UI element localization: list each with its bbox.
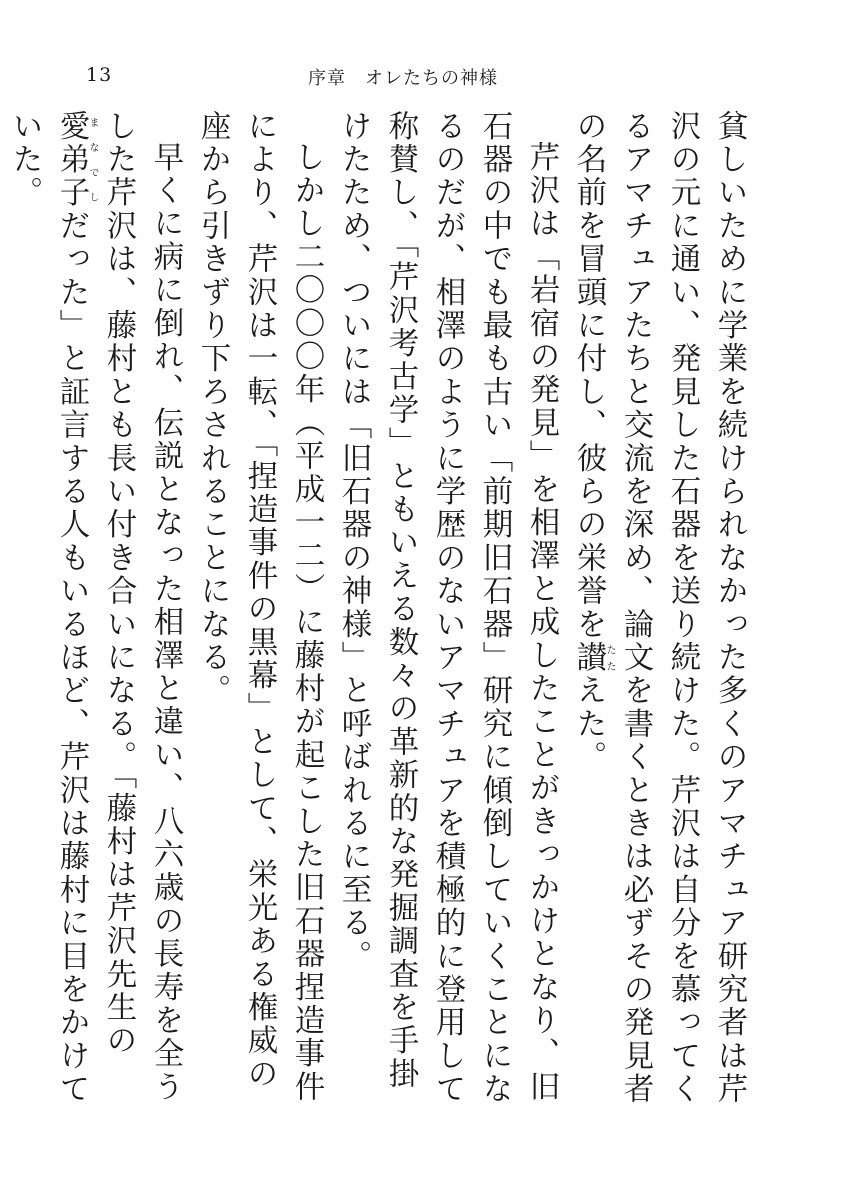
paragraph-4-text: 早くに病に倒れ、伝説となった相澤と違い、八六歳の長寿を全うした芹沢は、藤村とも長い付き合いになる。「藤村は芹沢先生の bbox=[101, 110, 183, 1104]
running-head: 序章 オレたちの神様 bbox=[308, 68, 498, 89]
body-text bbox=[7, 110, 753, 1110]
page-header bbox=[86, 64, 766, 88]
paragraph-5 bbox=[0, 110, 1, 1110]
ruby-base: 讃 bbox=[571, 641, 606, 675]
ruby-reading: まなでし bbox=[87, 110, 98, 210]
paragraph-3: しかし二〇〇〇年（平成一二）に藤村が起こした旧石器捏造事件により、芹沢は一転、「捏造事件の黒幕」として、栄光ある権威の座から引きずり下ろされることになる。 bbox=[195, 110, 324, 1104]
ruby-tataeta bbox=[571, 641, 615, 675]
ruby-reading: たた bbox=[604, 641, 615, 675]
ruby-manadeshi bbox=[54, 110, 98, 210]
paragraph-4 bbox=[1, 110, 189, 1110]
paragraph-1-text: 貧しいために学業を続けられなかった多くのアマチュア研究者は芹沢の元に通い、発見した石器を送り続けた。芹沢は自分を慕ってくるアマチュアたちと交流を深め、論文を書くときは必ずその発見者の名前を冒頭に付し、彼らの栄誉を bbox=[571, 110, 747, 1106]
ruby-base: 愛弟子 bbox=[54, 110, 89, 210]
page-number: 13 bbox=[86, 64, 113, 86]
paragraph-4-end: だった」と証言する人もいるほど、芹沢は藤村に目をかけていた。 bbox=[7, 110, 89, 1107]
paragraph-1-end: えた。 bbox=[571, 674, 606, 775]
paragraph-2: 芹沢は「岩宿の発見」を相澤と成したことがきっかけとなり、旧石器の中でも最も古い「前期旧石器」研究に傾倒していくことになるのだが、相澤のように学歴のないアマチュアを積極的に登用して称賛し、「芹沢考古学」ともいえる数々の革新的な発掘調査を手掛けたため、ついには「旧石器の神様」と呼ばれるに至る。 bbox=[336, 110, 559, 1106]
paragraph-1 bbox=[565, 110, 753, 1110]
